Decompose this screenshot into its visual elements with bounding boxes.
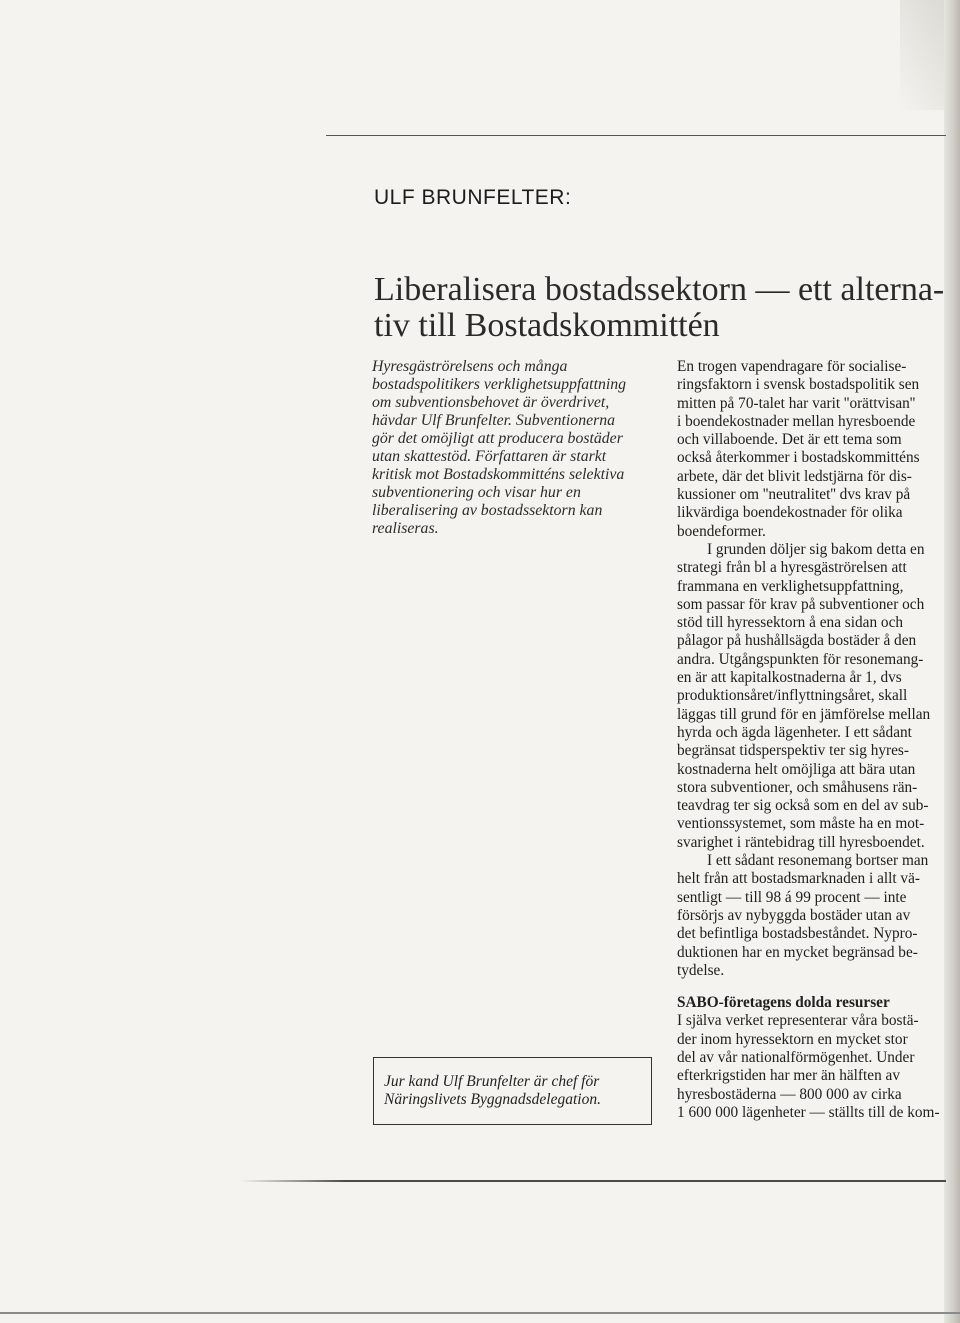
body-line: helt från att bostadsmarknaden i allt vä-: [677, 870, 920, 888]
lead-line: om subventionsbehovet är överdrivet,: [372, 394, 610, 411]
headline: [374, 272, 960, 344]
body-line: försörjs av nybyggda bostäder utan av: [677, 906, 911, 924]
body-line: och villaboende. Det är ett tema som: [677, 431, 902, 449]
body-line: del av vår nationalförmögenhet. Under: [677, 1048, 915, 1066]
body-line: En trogen vapendragare för socialise-: [677, 358, 907, 375]
body-line: en är att kapitalkostnaderna år 1, dvs: [677, 669, 902, 687]
body-line: i boendekostnader mellan hyresboende: [677, 412, 916, 430]
body-line: begränsat tidsperspektiv ter sig hyres-: [677, 742, 909, 760]
headline-line: Liberalisera bostadssektorn — ett alterna-: [374, 271, 945, 308]
body-line: stöd till hyressektorn å ena sidan och: [677, 614, 904, 632]
lead-line: subventionering och visar hur en: [372, 484, 581, 501]
body-line: efterkrigstiden har mer än hälften av: [677, 1067, 900, 1085]
body-line: också återkommer i bostadskommitténs: [677, 449, 920, 467]
body-line: mitten på 70-talet har varit ''orättvisan'': [677, 394, 916, 412]
body-line: tydelse.: [677, 961, 725, 979]
body-line: andra. Utgångspunkten för resonemang-: [677, 650, 924, 668]
body-line: hyresbostäderna — 800 000 av cirka: [677, 1085, 902, 1103]
body-line: svarighet i räntebidrag till hyresboendet.: [677, 833, 925, 851]
lead-line: gör det omöjligt att producera bostäder: [372, 430, 623, 447]
body-line: duktionen har en mycket begränsad be-: [677, 943, 918, 961]
body-line: likvärdiga boendekostnader för olika: [677, 504, 903, 522]
body-line: pålagor på hushållsägda bostäder å den: [677, 632, 917, 650]
body-line: sentligt — till 98 á 99 procent — inte: [677, 888, 907, 906]
body-line: strategi från bl a hyresgäströrelsen att: [677, 559, 907, 577]
lead-line: kritisk mot Bostadskommitténs selektiva: [372, 466, 625, 483]
body-line: I själva verket representerar våra bostä-: [677, 1012, 919, 1030]
body-line: hyrda och ägda lägenheter. I ett sådant: [677, 723, 912, 741]
body-line: 1 600 000 lägenheter — ställts till de kom-: [677, 1103, 940, 1121]
lead-paragraph: [372, 358, 662, 538]
bottom-rule: [240, 1180, 946, 1182]
body-line: ringsfaktorn i svensk bostadspolitik sen: [677, 376, 920, 394]
lead-line: bostadspolitikers verklighetsuppfattning: [372, 376, 627, 393]
body-line: kostnaderna helt omöjliga att bära utan: [677, 760, 916, 778]
body-line: I grunden döljer sig bakom detta en: [707, 540, 925, 558]
body-column: [677, 358, 947, 1122]
bio-line: Jur kand Ulf Brunfelter är chef för: [384, 1073, 600, 1090]
lead-line: liberalisering av bostadssektorn kan: [372, 502, 603, 519]
body-line: produktionsåret/inflyttningsåret, skall: [677, 687, 908, 705]
body-line: frammana en verklighetsuppfattning,: [677, 577, 904, 595]
body-line: det befintliga bostadsbeståndet. Nypro-: [677, 925, 918, 943]
body-line: der inom hyressektorn en mycket stor: [677, 1030, 908, 1048]
body-line: arbete, där det blivit ledstjärna för dis-: [677, 467, 912, 485]
headline-line: tiv till Bostadskommittén: [374, 307, 720, 344]
author-label: ULF BRUNFELTER:: [374, 186, 572, 209]
page-bottom-edge: [0, 1312, 960, 1314]
author-bio: [384, 1073, 654, 1109]
lead-line: utan skattestöd. Författaren är starkt: [372, 448, 607, 465]
body-line: som passar för krav på subventioner och: [677, 595, 925, 613]
lead-line: hävdar Ulf Brunfelter. Subventionerna: [372, 412, 616, 429]
body-line: ventionssystemet, som måste ha en mot-: [677, 815, 925, 833]
section-subhead: SABO-företagens dolda resurser: [677, 994, 890, 1012]
lead-line: Hyresgäströrelsens och många: [372, 358, 568, 375]
bio-line: Näringslivets Byggnadsdelegation.: [384, 1091, 601, 1108]
body-line: teavdrag ter sig också som en del av sub-: [677, 797, 929, 815]
lead-line: realiseras.: [372, 520, 439, 537]
body-line: I ett sådant resonemang bortser man: [707, 852, 929, 870]
body-line: boendeformer.: [677, 522, 766, 540]
body-line: stora subventioner, och småhusens rän-: [677, 778, 918, 796]
paragraph-gap: [677, 980, 947, 994]
top-rule: [326, 135, 946, 136]
body-line: kussioner om ''neutralitet'' dvs krav på: [677, 486, 911, 504]
body-line: läggas till grund för en jämförelse mellan: [677, 705, 931, 723]
